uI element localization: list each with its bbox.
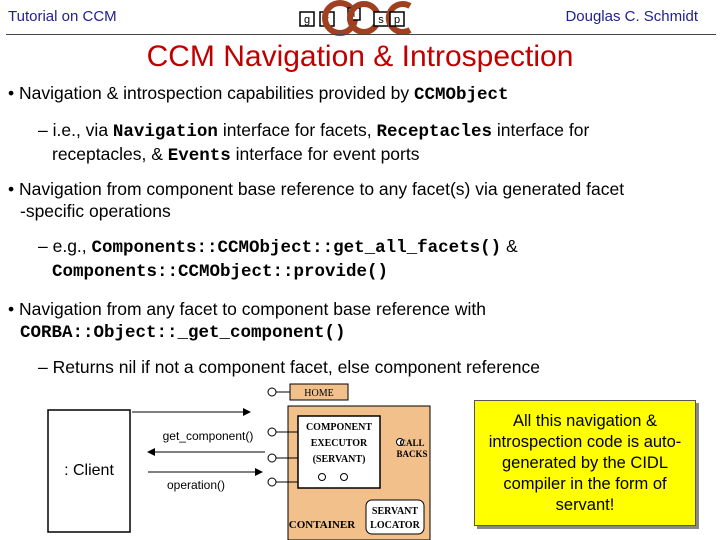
bullet-1-code: CCMObject: [413, 85, 509, 105]
executor-port: [341, 474, 348, 481]
doc-logo: [278, 0, 428, 36]
arrow-operation-label: operation(): [166, 478, 226, 492]
facet-port: [268, 428, 276, 436]
bullet-1-text: Navigation & introspection capabilities provided by: [19, 83, 414, 103]
sub-text: i.e., via: [52, 120, 113, 140]
header-author: Douglas C. Schmidt: [565, 8, 698, 25]
callout-note-text: All this navigation & introspection code is auto-generated by the CIDL compiler in the form of servant!: [488, 411, 682, 514]
sub-marker: –: [38, 120, 48, 140]
bullet-2-line-2: -specific operations: [20, 201, 171, 221]
sub-text: &: [501, 236, 518, 256]
executor-line-1: COMPONENT: [305, 422, 373, 433]
header-rule: [6, 34, 716, 35]
logo-letter-g: g: [303, 14, 311, 26]
code-navigation: Navigation: [112, 122, 218, 142]
sub-text: receptacles, &: [52, 144, 168, 164]
bullet-1: [8, 82, 508, 106]
bullet-3-line-1: Navigation from any facet to component base reference with: [19, 299, 486, 319]
bullet-3: [8, 298, 486, 344]
bullet-1-sub: [38, 119, 589, 167]
executor-port: [319, 474, 326, 481]
servant-locator-line-2: LOCATOR: [370, 520, 420, 531]
bullet-marker: •: [8, 83, 15, 103]
header-left-title: Tutorial on CCM: [8, 8, 117, 25]
client-label: : Client: [64, 462, 114, 479]
bullet-marker: •: [8, 299, 15, 319]
bullet-3-sub-text: Returns nil if not a component facet, else component reference: [52, 357, 540, 377]
bullet-2-sub: [38, 235, 518, 283]
code-receptacles: Receptacles: [376, 122, 493, 142]
container-label: CONTAINER: [288, 519, 356, 531]
component-diagram: [0, 382, 470, 540]
logo-letter-p: p: [393, 14, 401, 26]
slide-title: CCM Navigation & Introspection: [146, 40, 574, 73]
facet-port: [268, 478, 276, 486]
bullet-marker: •: [8, 179, 15, 199]
code-provide: Components::CCMObject::provide(): [52, 262, 389, 282]
callbacks-line-1: CALL: [399, 438, 425, 448]
code-events: Events: [167, 146, 231, 166]
executor-line-3: (SERVANT): [312, 454, 366, 465]
sub-marker: –: [38, 357, 48, 377]
servant-locator-line-1: SERVANT: [371, 506, 419, 517]
home-label: HOME: [304, 388, 334, 399]
bullet-2-line-1: Navigation from component base reference to any facet(s) via generated facet: [19, 179, 625, 199]
logo-letter-i: i: [352, 9, 356, 20]
sub-text: interface for event ports: [230, 144, 420, 164]
home-port: [268, 388, 276, 396]
executor-line-2: EXECUTOR: [310, 438, 368, 449]
logo-letter-s: s: [378, 14, 384, 26]
bullet-3-sub: [38, 356, 540, 378]
sub-text: e.g.,: [52, 236, 92, 256]
callbacks-line-2: BACKS: [396, 449, 428, 459]
arrow-get-component-label: get_component(): [162, 429, 254, 443]
logo-letter-r: r: [325, 14, 329, 26]
sub-text: interface for facets,: [217, 120, 377, 140]
code-get-all-facets: Components::CCMObject::get_all_facets(): [91, 238, 502, 258]
sub-text: interface for: [492, 120, 590, 140]
bullet-2: [8, 178, 624, 222]
facet-port: [268, 454, 276, 462]
callout-note: [474, 400, 696, 526]
sub-marker: –: [38, 236, 48, 256]
code-get-component: CORBA::Object::_get_component(): [20, 323, 346, 343]
